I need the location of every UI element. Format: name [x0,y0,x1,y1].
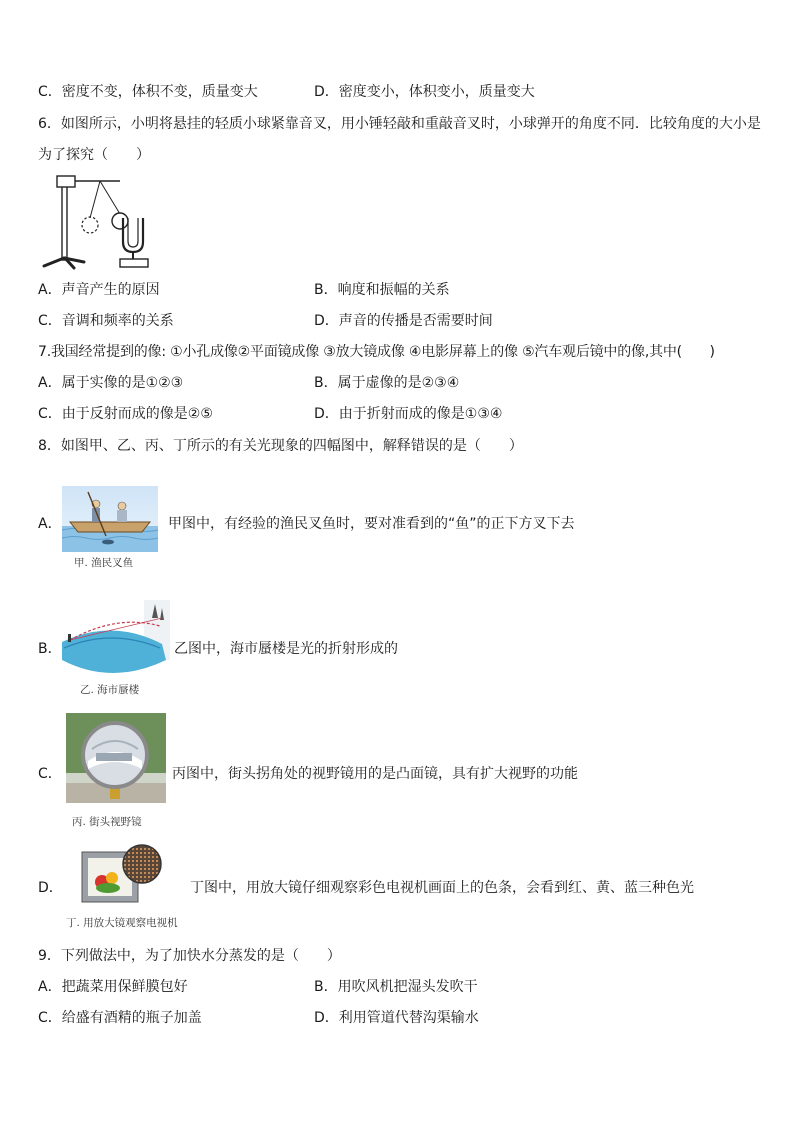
q8-option-b-label: B． [38,641,62,657]
q8-caption-b: 乙. 海市蜃楼 [80,684,140,696]
q7-option-a: A．属于实像的是①②③ [38,375,184,391]
q8-caption-d: 丁. 用放大镜观察电视机 [66,917,178,929]
q7-option-b: B．属于虚像的是②③④ [314,375,460,391]
tv-magnifier-photo [80,844,164,908]
q9-option-c: C．给盛有酒精的瓶子加盖 [38,1010,202,1026]
q5-option-d: D．密度变小，体积变小，质量变大 [314,84,535,100]
q8-option-b-text: 乙图中，海市蜃楼是光的折射形成的 [174,641,398,657]
q8-option-a-label: A． [38,516,62,532]
q6-option-c: C．音调和频率的关系 [38,313,174,329]
q8-option-c-text: 丙图中，街头拐角处的视野镜用的是凸面镜，具有扩大视野的功能 [172,766,578,782]
q5-option-c: C．密度不变，体积不变，质量变大 [38,84,258,100]
q7-stem: 7.我国经常提到的像: ①小孔成像②平面镜成像 ③放大镜成像 ④电影屏幕上的像 ⑤汽车观后镜中的像,其中( ) [38,344,715,360]
q6-option-b: B．响度和振幅的关系 [314,282,450,298]
q8-caption-c: 丙. 街头视野镜 [72,816,142,828]
convex-mirror-photo [66,713,166,803]
q9-option-d: D．利用管道代替沟渠输水 [314,1010,479,1026]
mirage-diagram [62,600,170,678]
q8-caption-a: 甲. 渔民叉鱼 [74,557,134,569]
fisherman-spear-photo [62,486,158,552]
q8-stem: 8．如图甲、乙、丙、丁所示的有关光现象的四幅图中，解释错误的是（ ） [38,438,523,454]
q8-option-d-text: 丁图中，用放大镜仔细观察彩色电视机画面上的色条，会看到红、黄、蓝三种色光 [190,880,694,896]
q8-option-d-label: D． [38,880,63,896]
q9-option-b: B．用吹风机把湿头发吹干 [314,979,478,995]
q9-stem: 9．下列做法中，为了加快水分蒸发的是（ ） [38,948,341,964]
q7-option-c: C．由于反射而成的像是②⑤ [38,406,213,422]
q8-option-a-text: 甲图中，有经验的渔民叉鱼时，要对准看到的“鱼”的正下方叉下去 [168,516,575,532]
q6-stem-line2: 为了探究（ ） [38,147,150,163]
q6-option-d: D．声音的传播是否需要时间 [314,313,493,329]
q6-option-a: A．声音产生的原因 [38,282,160,298]
q9-option-a: A．把蔬菜用保鲜膜包好 [38,979,188,995]
tuning-fork-figure [40,172,155,272]
q7-option-d: D．由于折射而成的像是①③④ [314,406,503,422]
q6-stem-line1: 6．如图所示，小明将悬挂的轻质小球紧靠音叉，用小锤轻敲和重敲音叉时，小球弹开的角度不同．比较角度的大小是 [38,116,761,132]
q8-option-c-label: C． [38,766,62,782]
